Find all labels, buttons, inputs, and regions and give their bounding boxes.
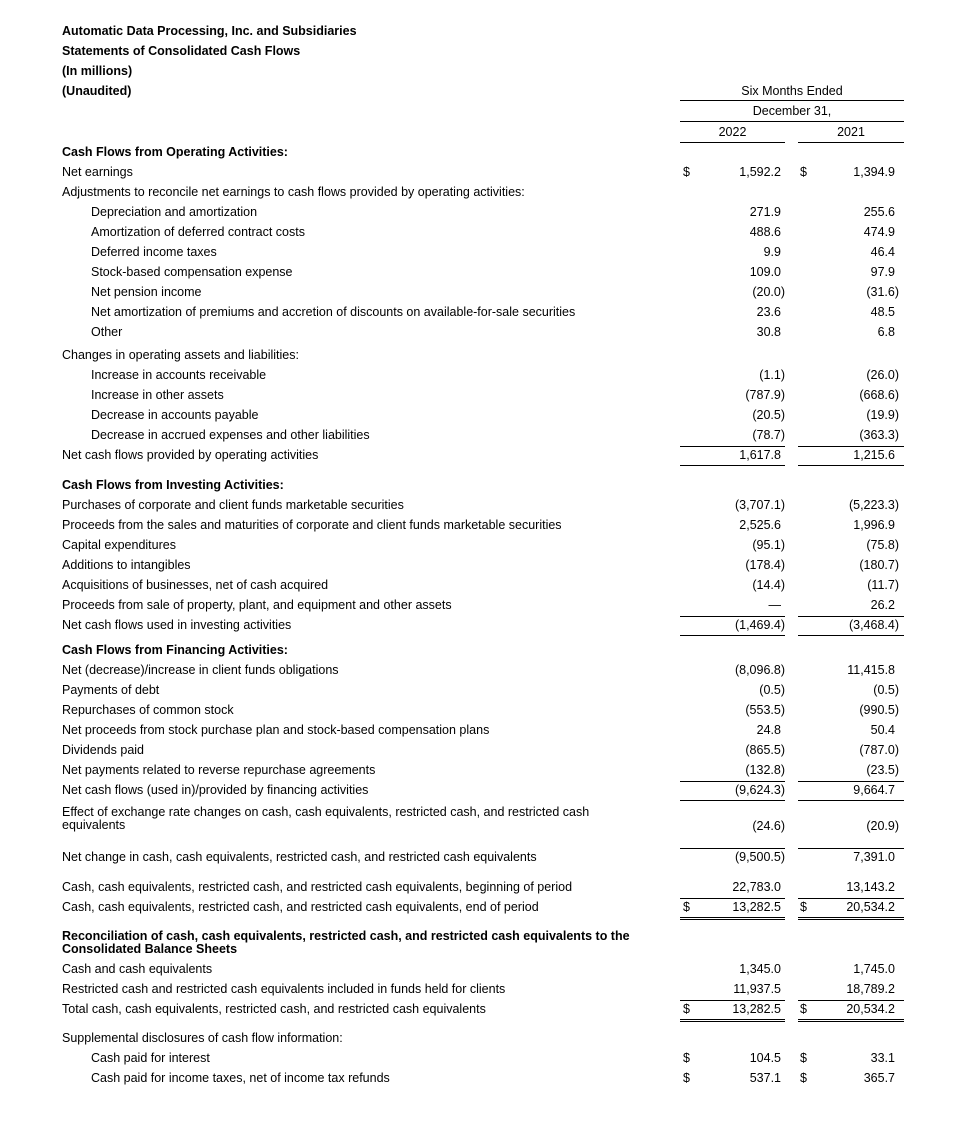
underline <box>680 616 785 617</box>
table-row <box>0 368 967 388</box>
value-2021: 255.6 <box>863 205 895 219</box>
value-2021: (31.6) <box>866 285 899 299</box>
value-2021: 18,789.2 <box>846 982 895 996</box>
value-2021: 7,391.0 <box>853 850 895 864</box>
value-2021: (11.7) <box>867 578 899 592</box>
row-label: Cash Flows from Financing Activities: <box>62 643 288 657</box>
table-row <box>0 578 967 598</box>
value-2021: (3,468.4) <box>848 618 899 632</box>
value-2021: (20.9) <box>866 819 899 833</box>
value-2021: (363.3) <box>859 428 899 442</box>
row-label: Dividends paid <box>62 743 144 757</box>
table-row <box>0 683 967 703</box>
row-label: Cash and cash equivalents <box>62 962 213 976</box>
value-2022: (865.5) <box>745 743 785 757</box>
rule <box>680 100 904 101</box>
row-label: Decrease in accounts payable <box>91 408 259 422</box>
row-label: Supplemental disclosures of cash flow information: <box>62 1031 343 1045</box>
row-label: Acquisitions of businesses, net of cash acquired <box>62 578 329 592</box>
value-2022: (132.8) <box>745 763 785 777</box>
underline <box>798 465 904 466</box>
row-label: Restricted cash and restricted cash equivalents included in funds held for clients <box>62 982 506 996</box>
value-2021: 474.9 <box>863 225 895 239</box>
row-label: Proceeds from sale of property, plant, and equipment and other assets <box>62 598 452 612</box>
table-row <box>0 325 967 345</box>
value-2022: 1,617.8 <box>739 448 781 462</box>
row-label: Reconciliation of cash, cash equivalents, restricted cash, and restricted cash equivalents to the Consolidated Balance Sheets <box>62 929 630 956</box>
row-label: Adjustments to reconcile net earnings to cash flows provided by operating activities: <box>62 185 525 199</box>
value-2021: (19.9) <box>866 408 899 422</box>
row-label: Cash Flows from Investing Activities: <box>62 478 284 492</box>
value-2022: (787.9) <box>745 388 785 402</box>
table-row <box>0 498 967 518</box>
value-2022: (1,469.4) <box>734 618 785 632</box>
value-2022: (78.7) <box>752 428 785 442</box>
table-row <box>0 723 967 743</box>
row-label: Effect of exchange rate changes on cash, cash equivalents, restricted cash, and restricted cash equivalents <box>62 805 590 832</box>
row-label: Additions to intangibles <box>62 558 191 572</box>
underline <box>680 635 785 636</box>
value-2021: 33.1 <box>870 1051 895 1065</box>
value-2021: 6.8 <box>877 325 895 339</box>
underline <box>680 781 785 782</box>
table-row <box>0 388 967 408</box>
row-label: Cash Flows from Operating Activities: <box>62 145 288 159</box>
value-2021: 1,745.0 <box>853 962 895 976</box>
table-row <box>0 703 967 723</box>
underline <box>680 898 785 899</box>
value-2022: 488.6 <box>749 225 781 239</box>
table-row <box>0 663 967 683</box>
table-row <box>0 643 967 663</box>
double-underline <box>798 1019 904 1022</box>
value-2021: (668.6) <box>859 388 899 402</box>
table-row <box>0 880 967 900</box>
value-2022: 537.1 <box>749 1071 781 1085</box>
row-label: Purchases of corporate and client funds marketable securities <box>62 498 404 512</box>
table-row <box>0 165 967 185</box>
table-row <box>0 305 967 325</box>
row-label: Depreciation and amortization <box>91 205 258 219</box>
dollar-sign-2022: $ <box>683 1051 690 1065</box>
date-heading: December 31, <box>752 104 832 118</box>
table-row <box>0 225 967 245</box>
double-underline <box>680 1019 785 1022</box>
value-2022: 2,525.6 <box>739 518 781 532</box>
row-label: Net cash flows used in investing activities <box>62 618 292 632</box>
dollar-sign-2021: $ <box>800 900 807 914</box>
underline <box>798 1000 904 1001</box>
dollar-sign-2021: $ <box>800 1071 807 1085</box>
value-2022: 23.6 <box>756 305 781 319</box>
underline <box>798 898 904 899</box>
row-label: Net amortization of premiums and accretion of discounts on available-for-sale securities <box>91 305 576 319</box>
value-2021: (5,223.3) <box>848 498 899 512</box>
row-label: Changes in operating assets and liabilities: <box>62 348 299 362</box>
row-label: Decrease in accrued expenses and other liabilities <box>91 428 370 442</box>
row-label: Increase in accounts receivable <box>91 368 267 382</box>
double-underline <box>798 917 904 920</box>
value-2021: 46.4 <box>870 245 895 259</box>
value-2021: 97.9 <box>870 265 895 279</box>
rule <box>798 142 904 143</box>
table-row <box>0 929 967 956</box>
table-row <box>0 805 967 833</box>
table-row <box>0 408 967 428</box>
table-row <box>0 478 967 498</box>
dollar-sign-2022: $ <box>683 165 690 179</box>
dollar-sign-2021: $ <box>800 165 807 179</box>
row-label: Payments of debt <box>62 683 160 697</box>
value-2022: 104.5 <box>749 1051 781 1065</box>
value-2021: 48.5 <box>870 305 895 319</box>
value-2022: 271.9 <box>749 205 781 219</box>
value-2022: 109.0 <box>749 265 781 279</box>
year-2022-heading: 2022 <box>718 125 747 139</box>
units-note: (In millions) <box>62 64 133 78</box>
row-label: Net pension income <box>91 285 202 299</box>
row-label: Net cash flows provided by operating activities <box>62 448 319 462</box>
value-2022: 22,783.0 <box>732 880 781 894</box>
table-row <box>0 428 967 448</box>
value-2022: (3,707.1) <box>734 498 785 512</box>
row-label: Proceeds from the sales and maturities of corporate and client funds marketable securities <box>62 518 562 532</box>
value-2022: 11,937.5 <box>733 982 781 996</box>
value-2022: (14.4) <box>752 578 785 592</box>
table-row <box>0 245 967 265</box>
value-2021: 9,664.7 <box>853 783 895 797</box>
value-2022: 1,345.0 <box>739 962 781 976</box>
row-label: Total cash, cash equivalents, restricted cash, and restricted cash equivalents <box>62 1002 486 1016</box>
underline <box>680 446 785 447</box>
row-label: Other <box>91 325 123 339</box>
period-heading: Six Months Ended <box>741 84 843 98</box>
underline <box>680 465 785 466</box>
value-2021: (0.5) <box>873 683 899 697</box>
row-label: Cash, cash equivalents, restricted cash, and restricted cash equivalents, beginning of period <box>62 880 573 894</box>
row-label: Net proceeds from stock purchase plan and stock-based compensation plans <box>62 723 490 737</box>
value-2022: (0.5) <box>759 683 785 697</box>
value-2022: 1,592.2 <box>739 165 781 179</box>
table-row <box>0 1051 967 1071</box>
value-2022: (20.0) <box>752 285 785 299</box>
row-label: Deferred income taxes <box>91 245 217 259</box>
table-row <box>0 558 967 578</box>
row-label: Amortization of deferred contract costs <box>91 225 305 239</box>
underline <box>798 446 904 447</box>
underline <box>798 635 904 636</box>
table-row <box>0 743 967 763</box>
value-2022: (178.4) <box>745 558 785 572</box>
underline <box>680 800 785 801</box>
dollar-sign-2021: $ <box>800 1002 807 1016</box>
row-label: Net earnings <box>62 165 133 179</box>
row-label: Cash, cash equivalents, restricted cash, and restricted cash equivalents, end of period <box>62 900 539 914</box>
value-2021: 13,143.2 <box>846 880 895 894</box>
value-2022: (9,624.3) <box>734 783 785 797</box>
value-2021: (23.5) <box>866 763 899 777</box>
value-2021: 26.2 <box>870 598 895 612</box>
value-2021: 1,215.6 <box>853 448 895 462</box>
value-2021: (75.8) <box>866 538 899 552</box>
dollar-sign-2022: $ <box>683 1002 690 1016</box>
value-2021: 1,394.9 <box>853 165 895 179</box>
table-row <box>0 205 967 225</box>
value-2022: (95.1) <box>752 538 785 552</box>
table-row <box>0 348 967 368</box>
value-2021: 50.4 <box>870 723 895 737</box>
table-row <box>0 1031 967 1051</box>
table-row <box>0 538 967 558</box>
year-2021-heading: 2021 <box>837 125 865 139</box>
value-2022: 24.8 <box>756 723 781 737</box>
value-2021: (26.0) <box>866 368 899 382</box>
table-row <box>0 1071 967 1091</box>
row-label: Net change in cash, cash equivalents, restricted cash, and restricted cash equivalents <box>62 850 537 864</box>
row-label: Increase in other assets <box>91 388 224 402</box>
statement-title: Statements of Consolidated Cash Flows <box>62 44 301 58</box>
table-row <box>0 763 967 783</box>
value-2022: 13,282.5 <box>732 900 781 914</box>
value-2021: (787.0) <box>859 743 899 757</box>
row-label: Cash paid for income taxes, net of income tax refunds <box>91 1071 390 1085</box>
underline <box>680 1000 785 1001</box>
value-2022: (8,096.8) <box>734 663 785 677</box>
row-label: Net payments related to reverse repurchase agreements <box>62 763 376 777</box>
value-2022: 13,282.5 <box>732 1002 781 1016</box>
rule <box>680 121 904 122</box>
underline <box>798 616 904 617</box>
value-2021: 1,996.9 <box>853 518 895 532</box>
value-2022: (553.5) <box>745 703 785 717</box>
double-underline <box>680 917 785 920</box>
dollar-sign-2022: $ <box>683 1071 690 1085</box>
table-row <box>0 598 967 618</box>
value-2022: (1.1) <box>759 368 785 382</box>
underline <box>798 781 904 782</box>
table-row <box>0 962 967 982</box>
rule <box>680 142 785 143</box>
row-label: Repurchases of common stock <box>62 703 234 717</box>
value-2021: 365.7 <box>863 1071 895 1085</box>
dollar-sign-2021: $ <box>800 1051 807 1065</box>
value-2022: (9,500.5) <box>734 850 785 864</box>
dollar-sign-2022: $ <box>683 900 690 914</box>
underline <box>798 848 904 849</box>
table-row <box>0 850 967 870</box>
value-2022: (24.6) <box>752 819 785 833</box>
value-2021: (990.5) <box>859 703 899 717</box>
table-row <box>0 145 967 165</box>
value-2021: 20,534.2 <box>846 1002 895 1016</box>
table-row <box>0 185 967 205</box>
value-2022: 9.9 <box>763 245 781 259</box>
value-2021: (180.7) <box>859 558 899 572</box>
table-row <box>0 265 967 285</box>
underline <box>680 848 785 849</box>
table-row <box>0 518 967 538</box>
value-2021: 20,534.2 <box>846 900 895 914</box>
audit-note: (Unaudited) <box>62 84 132 98</box>
row-label: Net (decrease)/increase in client funds obligations <box>62 663 339 677</box>
value-2022: (20.5) <box>752 408 785 422</box>
value-2022: 30.8 <box>756 325 781 339</box>
value-2022: — <box>768 598 781 612</box>
value-2021: 11,415.8 <box>847 663 895 677</box>
row-label: Cash paid for interest <box>91 1051 210 1065</box>
table-row <box>0 982 967 1002</box>
table-row <box>0 285 967 305</box>
company-name: Automatic Data Processing, Inc. and Subsidiaries <box>62 24 357 38</box>
row-label: Capital expenditures <box>62 538 176 552</box>
underline <box>798 800 904 801</box>
row-label: Stock-based compensation expense <box>91 265 293 279</box>
row-label: Net cash flows (used in)/provided by financing activities <box>62 783 369 797</box>
